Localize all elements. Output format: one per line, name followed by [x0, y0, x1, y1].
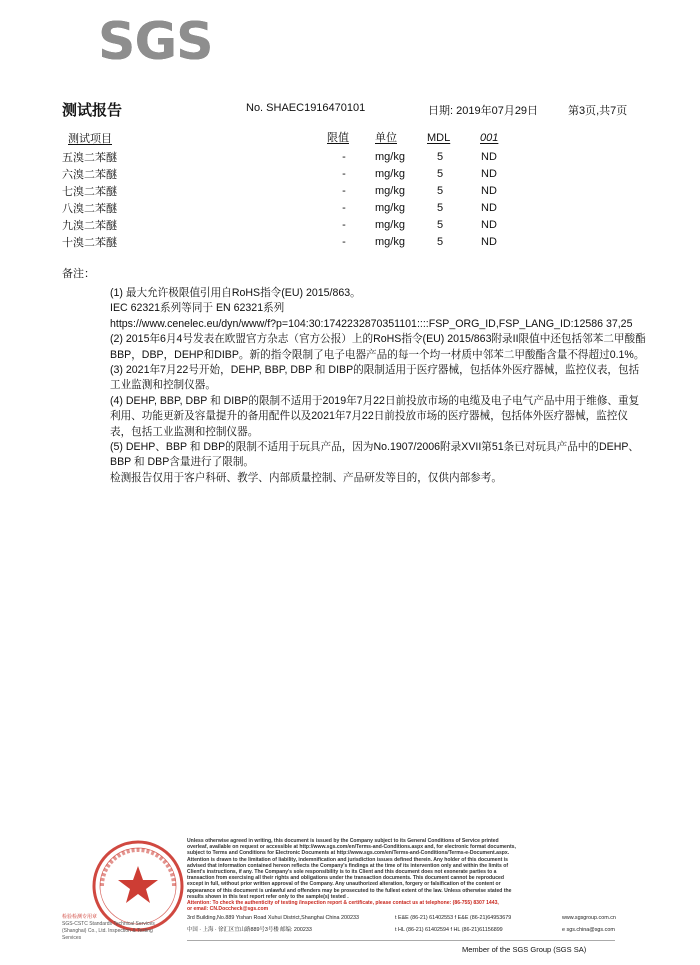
- cell-mdl: 5: [436, 168, 444, 180]
- notes-section: [110, 286, 646, 486]
- sgs-logo-text: SGS: [98, 12, 213, 72]
- address-en: 3rd Building,No.889 Yishan Road Xuhui District,Shanghai China 200233: [187, 915, 360, 921]
- terms-line: advised that information contained hereon reflects the Company's findings at the time of its intervention only and within the limits of: [187, 862, 509, 869]
- phone-en: t E&E (86-21) 61402553 f E&E (86-21)64953679: [395, 915, 512, 921]
- terms-line: overleaf, available on request or accessible at http://www.sgs.com/en/Terms-and-Conditions.aspx and, for electronic format documents,: [187, 844, 516, 851]
- cell-mdl: 5: [436, 219, 444, 231]
- cell-unit: mg/kg: [375, 219, 405, 231]
- cell-result: ND: [481, 185, 497, 197]
- terms-line: Attention is drawn to the limitation of liability, indemnification and jurisdiction issues defined therein. Any holder of this document is: [187, 856, 508, 863]
- cell-mdl: 5: [436, 202, 444, 214]
- table-row: [0, 234, 700, 251]
- seal-company-en: SGS-CSTC Standards Technical Services (Shanghai) Co., Ltd. Inspection & Testing Services: [62, 921, 155, 941]
- cell-unit: mg/kg: [375, 185, 405, 197]
- cell-result: ND: [481, 236, 497, 248]
- cell-limit: -: [342, 236, 346, 248]
- cell-limit: -: [342, 168, 346, 180]
- address-cn: 中国 · 上海 · 徐汇区宜山路889号3号楼 邮编: 200233: [187, 927, 312, 933]
- note-1: (1) 最大允许极限值引用自RoHS指令(EU) 2015/863。: [110, 287, 361, 299]
- table-row: [0, 149, 700, 166]
- note-iec: IEC 62321系列等同于 EN 62321系列: [110, 302, 285, 315]
- cell-unit: mg/kg: [375, 202, 405, 214]
- terms-line: Client's instructions, if any. The Company's sole responsibility is to its Client and this document does not exonerate parties to a: [187, 869, 497, 876]
- website: www.sgsgroup.com.cn: [562, 915, 616, 921]
- terms-line: subject to Terms and Conditions for Electronic Documents at http://www.sgs.com/en/Terms-and-Conditions/Terms-e-Document.aspx.: [187, 850, 510, 857]
- email: e sgs.china@sgs.com: [562, 927, 615, 933]
- cell-result: ND: [481, 202, 497, 214]
- col-header-sample: 001: [480, 132, 499, 144]
- seal-company-text: [62, 914, 170, 942]
- note-5: (5) DEHP、BBP 和 DBP的限制不适用于玩具产品，因为No.1907/2006附录XVII第51条已对玩具产品中的DEHP、BBP 和 DBP含量进行了限制。: [110, 441, 640, 469]
- cell-unit: mg/kg: [375, 236, 405, 248]
- cell-limit: -: [342, 202, 346, 214]
- terms-line: or email: CN.Doccheck@sgs.com: [187, 906, 269, 913]
- note-2: (2) 2015年6月4号发表在欧盟官方杂志（官方公报）上的RoHS指令(EU) 2015/863附录II限值中还包括邻苯二甲酸酯BBP，DBP，DEHP和DIBP。新的指令限制了电子电器产品的每一个均一材质中邻苯二甲酸酯含量不得超过0.1%。: [110, 333, 646, 361]
- col-header-mdl: MDL: [427, 132, 451, 144]
- table-row: [0, 166, 700, 183]
- member-statement: Member of the SGS Group (SGS SA): [462, 945, 587, 954]
- table-row: [0, 200, 700, 217]
- terms-line: appearance of this document is unlawful and offenders may be prosecuted to the fullest extent of the law. Unless otherwise stated the: [187, 887, 512, 894]
- note-url: https://www.cenelec.eu/dyn/www/f?p=104:30:1742232870351101::::FSP_ORG_ID,FSP_LANG_ID:12586 37,25: [110, 317, 633, 330]
- cell-item: 七溴二苯醚: [62, 185, 117, 198]
- cell-limit: -: [342, 151, 346, 163]
- report-title: 测试报告: [62, 101, 123, 119]
- cell-mdl: 5: [436, 151, 444, 163]
- cell-item: 八溴二苯醚: [62, 202, 117, 215]
- sgs-logo: [98, 12, 213, 72]
- cell-item: 十溴二苯醚: [62, 236, 117, 249]
- terms-line: Attention: To check the authenticity of testing /inspection report & certificate, please contact us at telephone: (86-755) 8307 1443,: [187, 900, 499, 907]
- terms-line: Unless otherwise agreed in writing, this document is issued by the Company subject to its General Conditions of Service printed: [187, 838, 499, 844]
- terms-line: transaction from exercising all their rights and obligations under the transaction documents. This document cannot be reproduced: [187, 875, 504, 882]
- phone-cn: t HL (86-21) 61402594 f HL (86-21)61156899: [395, 927, 503, 933]
- cell-result: ND: [481, 151, 497, 163]
- table-row: [0, 183, 700, 200]
- cell-result: ND: [481, 219, 497, 231]
- note-disclaimer: 检测报告仅用于客户科研、教学、内部质量控制、产品研发等目的，仅供内部参考。: [110, 471, 502, 484]
- cell-unit: mg/kg: [375, 151, 405, 163]
- cell-mdl: 5: [436, 185, 444, 197]
- cell-item: 六溴二苯醚: [62, 168, 117, 181]
- terms-line: except in full, without prior written approval of the Company. Any unauthorized alteration, forgery or falsification of the content or: [187, 881, 501, 888]
- report-number: No. SHAEC1916470101: [246, 102, 366, 114]
- report-date: 日期: 2019年07月29日: [428, 105, 539, 117]
- cell-result: ND: [481, 168, 497, 180]
- cell-limit: -: [342, 219, 346, 231]
- col-header-unit: 单位: [375, 132, 397, 144]
- cell-item: 五溴二苯醚: [62, 151, 117, 164]
- seal-company-cn: 检验检测专用章: [62, 914, 98, 920]
- col-header-item: 测试项目: [68, 132, 112, 145]
- footer-divider: [187, 940, 615, 941]
- notes-label: 备注：: [62, 267, 95, 280]
- page-indicator: 第3页,共7页: [568, 105, 628, 117]
- terms-and-conditions: [187, 838, 617, 912]
- note-4: (4) DEHP, BBP, DBP 和 DIBP的限制不适用于2019年7月22日前投放市场的电缆及电子电气产品中用于维修、重复利用、功能更新及容量提升的备用配件以及2021年7月22日前投放市场的医疗器械，包括体外医疗器械，监控仪表，包括工业监测和控制仪器。: [110, 394, 640, 438]
- cell-unit: mg/kg: [375, 168, 405, 180]
- terms-line: results shown in this test report refer only to the sample(s) tested .: [187, 893, 349, 900]
- table-row: [0, 217, 700, 234]
- note-3: (3) 2021年7月22号开始，DEHP, BBP, DBP 和 DIBP的限制适用于医疗器械，包括体外医疗器械，监控仪表，包括工业监测和控制仪器。: [110, 364, 640, 392]
- col-header-limit: 限值: [327, 132, 349, 144]
- cell-item: 九溴二苯醚: [62, 219, 117, 232]
- cell-mdl: 5: [436, 236, 444, 248]
- cell-limit: -: [342, 185, 346, 197]
